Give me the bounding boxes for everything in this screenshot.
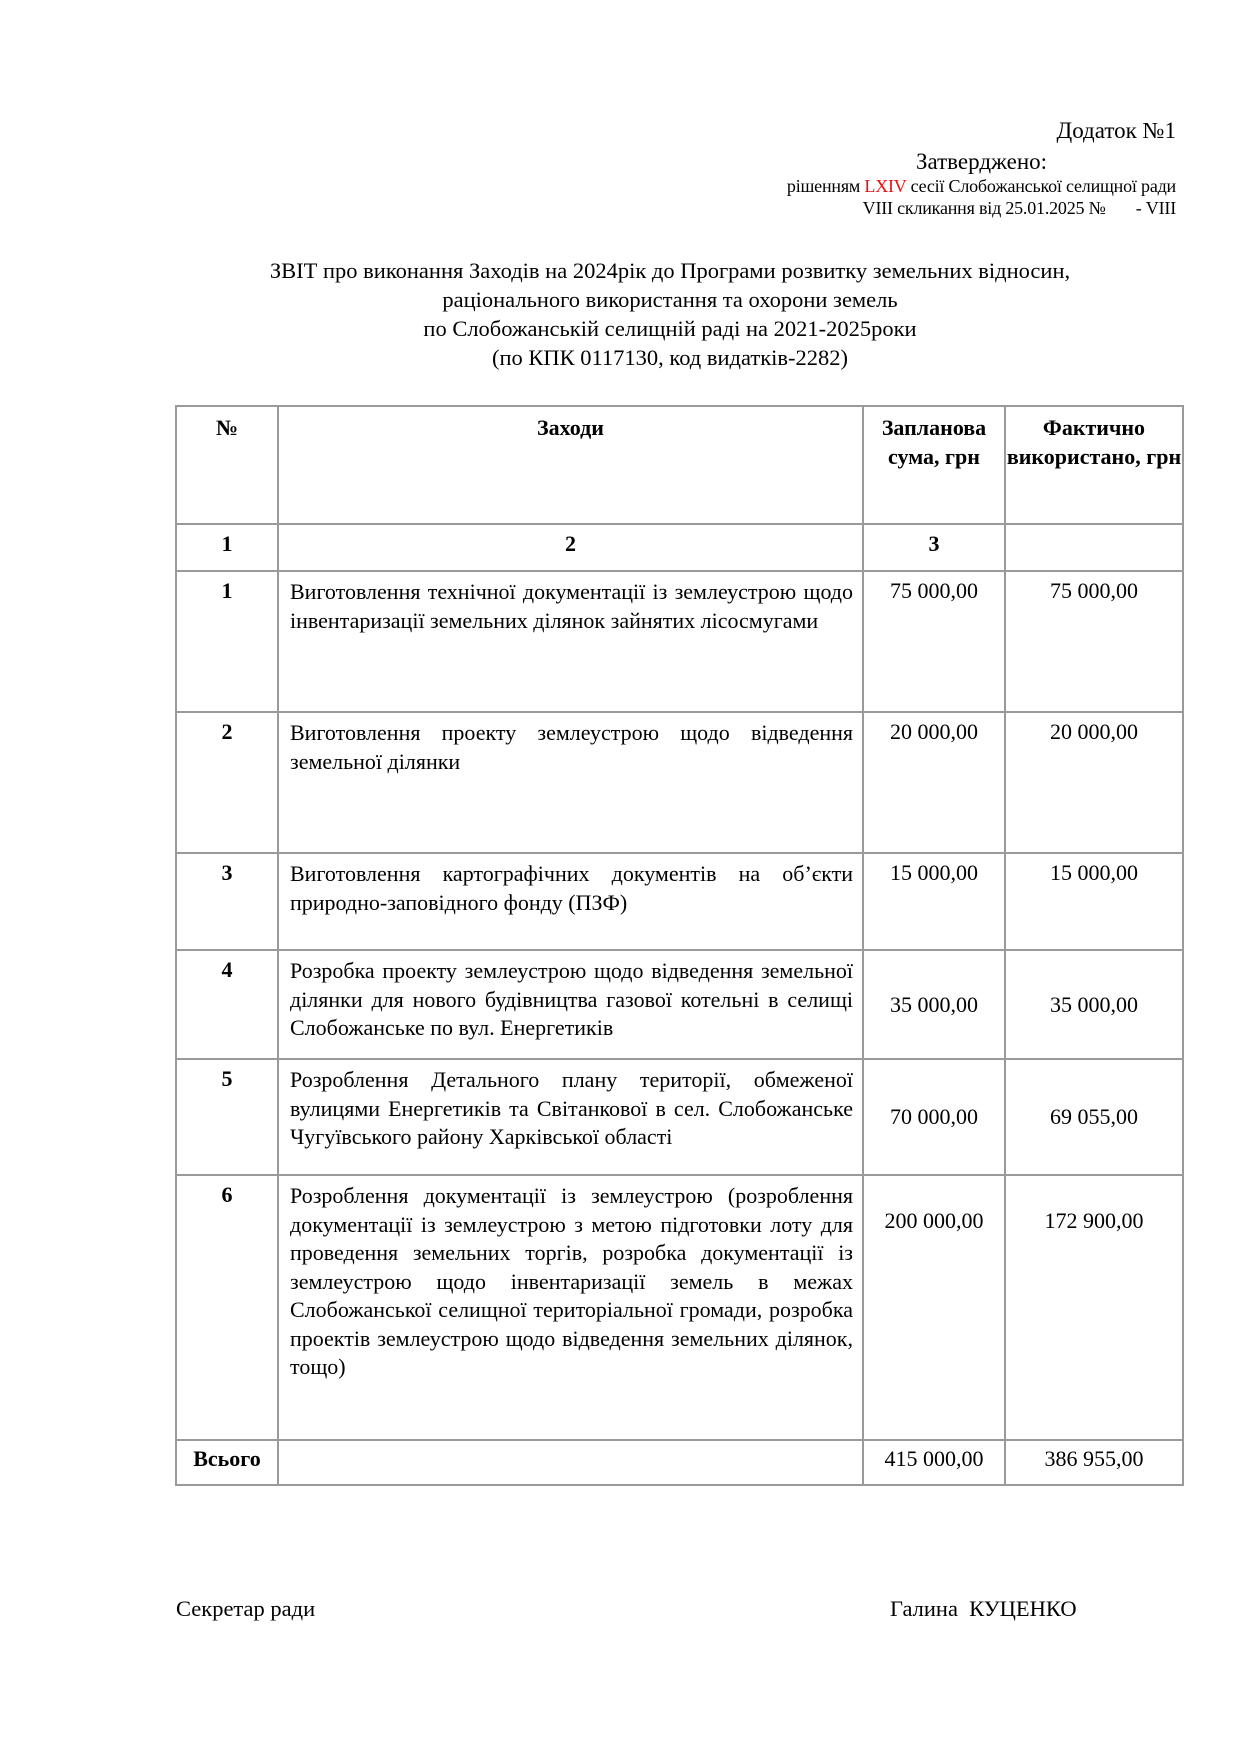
column-header-actual: Фактично використано, грн [1005,406,1183,524]
actual-amount: 172 900,00 [1005,1175,1183,1440]
decision-prefix: рішенням [786,176,865,196]
actual-amount: 35 000,00 [1005,950,1183,1059]
measure-description: Виготовлення технічної документації із землеустрою щодо інвентаризації земельних ділянок зайнятих лісосмугами [278,571,863,712]
signatory-position: Секретар ради [176,1596,316,1621]
measure-description: Виготовлення проекту землеустрою щодо відведення земельної ділянки [278,712,863,853]
row-number: 6 [176,1175,278,1440]
total-actual: 386 955,00 [1005,1440,1183,1485]
actual-amount: 15 000,00 [1005,853,1183,950]
measure-description: Розробка проекту землеустрою щодо відведення земельної ділянки для нового будівництва газової котельні в селищі Слобожанське по вул. Енергетиків [278,950,863,1059]
total-planned: 415 000,00 [863,1440,1005,1485]
column-index-row [176,524,1183,571]
column-header-measures: Заходи [278,406,863,524]
column-header-planned: Запланова сума, грн [863,406,1005,524]
table-header-row [176,406,1183,524]
measure-description: Виготовлення картографічних документів на об’єкти природно-заповідного фонду (ПЗФ) [278,853,863,950]
column-index [1005,524,1183,571]
actual-amount: 75 000,00 [1005,571,1183,712]
table-row [176,712,1183,853]
column-index: 3 [863,524,1005,571]
title-line-3: по Слобожанській селищній раді на 2021-2025роки [423,316,917,341]
row-number: 2 [176,712,278,853]
total-measure [278,1440,863,1485]
actual-amount: 69 055,00 [1005,1059,1183,1175]
row-number: 3 [176,853,278,950]
planned-amount: 75 000,00 [863,571,1005,712]
row-number: 5 [176,1059,278,1175]
decision-suffix: сесії Слобожанської селищної ради [906,176,1176,196]
measure-description: Розроблення Детального плану території, обмеженої вулицями Енергетиків та Світанкової в сел. Слобожанське Чугуївського району Харківської області [278,1059,863,1175]
column-header-number: № [176,406,278,524]
row-number: 4 [176,950,278,1059]
table-row [176,1059,1183,1175]
signatory-name: Галина КУЦЕНКО [890,1596,1077,1621]
total-row [176,1440,1183,1485]
title-line-2: раціонального використання та охорони земель [442,287,898,312]
planned-amount: 35 000,00 [863,950,1005,1059]
title-line-4: (по КПК 0117130, код видатків-2282) [491,345,849,370]
planned-amount: 15 000,00 [863,853,1005,950]
planned-amount: 200 000,00 [863,1175,1005,1440]
decision-line [787,176,1176,197]
column-index: 1 [176,524,278,571]
approved-label: Затверджено: [916,149,1048,174]
appendix-label: Додаток №1 [1056,118,1176,143]
actual-amount: 20 000,00 [1005,712,1183,853]
session-number: LXIV [864,176,907,196]
planned-amount: 20 000,00 [863,712,1005,853]
measure-description: Розроблення документації із землеустрою (розроблення документації із землеустрою з метою підготовки лоту для проведення земельних торгів, розробка документації із землеустрою щодо інвентаризації земель в межах Слобожанської селищної територіальної громади, розробка проектів землеустрою щодо відведення земельних ділянок, тощо) [278,1175,863,1440]
table-row [176,571,1183,712]
column-index: 2 [278,524,863,571]
table-row [176,950,1183,1059]
report-table [175,405,1184,1486]
title-line-1: ЗВІТ про виконання Заходів на 2024рік до Програми розвитку земельних відносин, [269,258,1071,283]
convocation-line: VIII скликання від 25.01.2025 № - VIII [862,198,1176,218]
planned-amount: 70 000,00 [863,1059,1005,1175]
table-row [176,853,1183,950]
table-row [176,1175,1183,1440]
row-number: 1 [176,571,278,712]
total-label: Всього [176,1440,278,1485]
report-title [150,256,1190,372]
